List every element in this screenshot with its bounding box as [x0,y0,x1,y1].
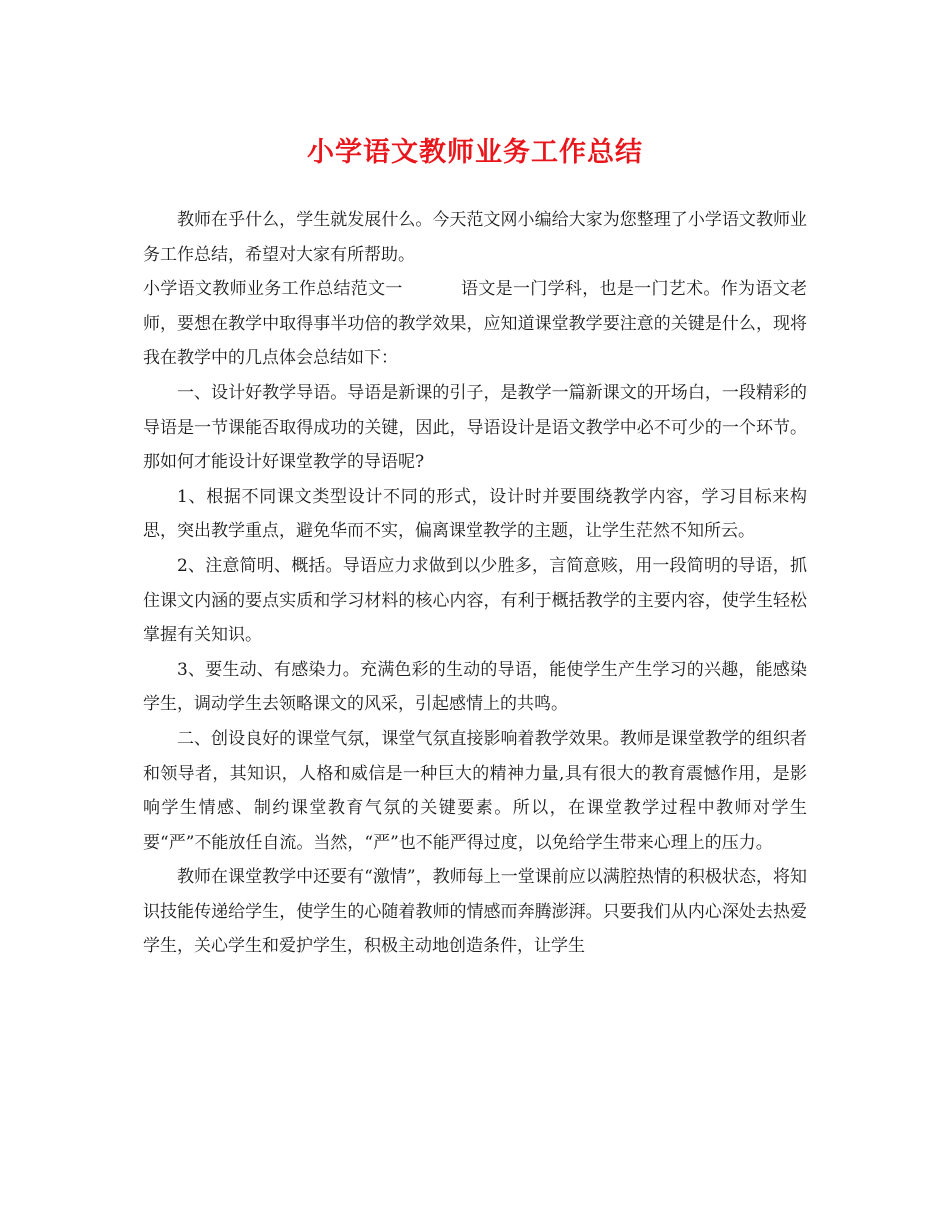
body-paragraph: 1、根据不同课文类型设计不同的形式，设计时并要围绕教学内容，学习目标来构思，突出教学重点，避免华而不实，偏离课堂教学的主题，让学生茫然不知所云。 [143,486,807,542]
section-paragraph [143,272,807,376]
body-paragraph: 2、注意简明、概括。导语应力求做到以少胜多，言简意赅，用一段简明的导语，抓住课文内涵的要点实质和学习材料的核心内容，有利于概括教学的主要内容，使学生轻松掌握有关知识。 [143,555,807,646]
section-heading: 小学语文教师业务工作总结范文一 [143,279,403,300]
body-paragraph: 一、设计好教学导语。导语是新课的引子，是教学一篇新课文的开场白，一段精彩的导语是一节课能否取得成功的关键，因此，导语设计是语文教学中必不可少的一个环节。那如何才能设计好课堂教学的导语呢? [143,382,807,473]
body-paragraph: 二、创设良好的课堂气氛，课堂气氛直接影响着教学效果。教师是课堂教学的组织者和领导者，其知识，人格和威信是一种巨大的精神力量,具有很大的教育震憾作用，是影响学生情感、制约课堂教育气氛的关键要素。所以，在课堂教学过程中教师对学生要“严”不能放任自流。当然，“严”也不能严得过度，以免给学生带来心理上的压力。 [143,728,807,853]
document-body [143,203,807,964]
body-paragraph: 教师在课堂教学中还要有“激情”，教师每上一堂课前应以满腔热情的积极状态，将知识技能传递给学生，使学生的心随着教师的情感而奔腾澎湃。只要我们从内心深处去热爱学生，关心学生和爱护学生，积极主动地创造条件，让学生 [143,867,807,957]
body-paragraph: 3、要生动、有感染力。充满色彩的生动的导语，能使学生产生学习的兴趣，能感染学生，调动学生去领略课文的风采，引起感情上的共鸣。 [143,659,807,715]
document-title: 小学语文教师业务工作总结 [307,137,643,168]
intro-paragraph: 教师在乎什么，学生就发展什么。今天范文网小编给大家为您整理了小学语文教师业务工作总结，希望对大家有所帮助。 [143,210,807,265]
section-lead: 语文是一门学科，也是一门艺术。作为语文老师，要想在教学中取得事半功倍的教学效果，应知道课堂教学要注意的关键是什么，现将我在教学中的几点体会总结如下： [143,279,808,369]
